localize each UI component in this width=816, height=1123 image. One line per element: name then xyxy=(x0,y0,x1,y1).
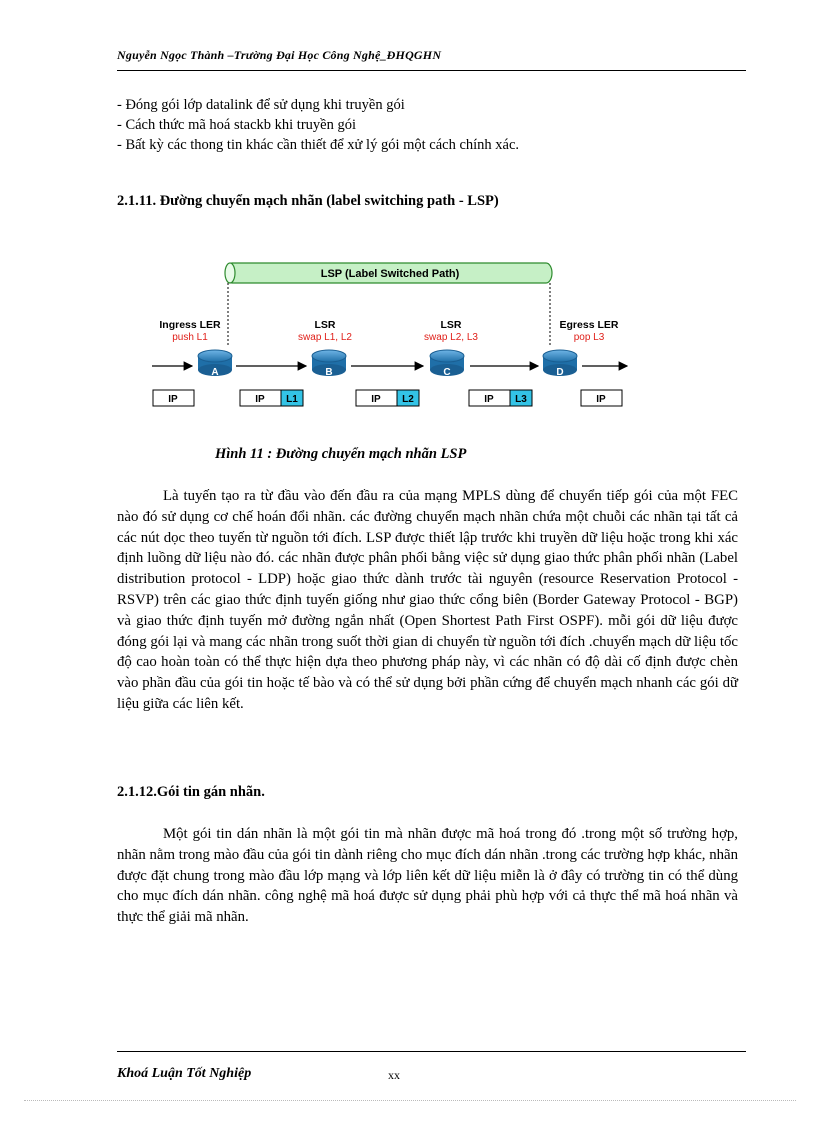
packet-l2 xyxy=(356,390,419,406)
router-id-a: A xyxy=(211,367,219,378)
router-role-d: Egress LER xyxy=(559,319,619,331)
page-header: Nguyễn Ngọc Thành –Trường Đại Học Công Nghệ_ĐHQGHN xyxy=(117,48,442,62)
packet-l1 xyxy=(240,390,303,406)
packet-label-text: L1 xyxy=(286,394,298,405)
router-b-icon xyxy=(312,350,346,378)
packet-l3 xyxy=(469,390,532,406)
lsp-diagram xyxy=(140,258,640,416)
lsp-tube xyxy=(225,263,552,283)
lsp-label: LSP (Label Switched Path) xyxy=(320,268,460,280)
packet-label-text: L3 xyxy=(515,394,527,405)
packet-ip-text: IP xyxy=(484,394,494,405)
packet-ip-only-out xyxy=(581,390,622,406)
packet-ip-text: IP xyxy=(371,394,381,405)
page-number: xx xyxy=(388,1068,400,1082)
router-id-b: B xyxy=(325,367,333,378)
figure-caption: Hình 11 : Đường chuyển mạch nhãn LSP xyxy=(215,446,467,462)
router-id-c: C xyxy=(443,367,451,378)
section-heading-lsp: 2.1.11. Đường chuyển mạch nhãn (label switching path - LSP) xyxy=(117,193,499,209)
packet-ip-text: IP xyxy=(255,394,265,405)
router-role-b: LSR xyxy=(314,319,336,331)
bullet-list xyxy=(117,95,519,155)
router-d-icon xyxy=(543,350,577,378)
router-role-c: LSR xyxy=(440,319,462,331)
labeled-packet-paragraph: Một gói tin dán nhãn là một gói tin mà nhãn được mã hoá trong đó .trong một số trường hợp, nhãn nằm trong mào đầu của gói tin dành riêng cho mục đích dán nhãn .trong các trường hợp khác, nhãn được đặt chung trong mào đầu lớp mạng và lớp liên kết dữ liệu miễn là ở đây có trường tin có thể dùng cho mục đích dán nhãn. công nghệ mã hoá được sử dụng phải phù hợp với cả thực thể mã hoá nhãn và thực thể giải mã nhãn. xyxy=(117,826,738,926)
section-heading-labeled-packet: 2.1.12.Gói tin gán nhãn. xyxy=(117,784,265,800)
router-role-a: Ingress LER xyxy=(159,319,221,331)
bullet-item: - Bất kỳ các thong tin khác cần thiết để xử lý gói một cách chính xác. xyxy=(117,137,520,153)
packet-label-text: L2 xyxy=(402,394,414,405)
router-id-d: D xyxy=(556,367,564,378)
packet-ip-text: IP xyxy=(596,394,606,405)
page-edge-dots xyxy=(24,1100,796,1101)
router-op-a: push L1 xyxy=(172,332,208,343)
router-op-d: pop L3 xyxy=(573,332,605,343)
bullet-item: - Cách thức mã hoá stackb khi truyền gói xyxy=(117,117,356,133)
lsp-paragraph: Là tuyến tạo ra từ đầu vào đến đầu ra của mạng MPLS dùng để chuyển tiếp gói của một FEC nào đó sử dụng cơ chế hoán đổi nhãn. các đường chuyển mạch nhãn chứa một chuỗi các nhãn tại tất cả các nút dọc theo tuyến từ nguồn tới đích. LSP được thiết lập trước khi truyền dữ liệu hoặc trong khi xác định luồng dữ liệu nào đó. các nhãn được phân phối bằng việc sử dụng giao thức phân phối nhãn (Label distribution protocol - LDP) hoặc giao thức dành trước tài nguyên (resource Reservation Protocol - RSVP) trên các giao thức định tuyến giống như giao thức cổng biên (Border Gateway Protocol - BGP) và giao thức định tuyến mở đường ngắn nhất (Open Shortest Path First OSPF). mỗi gói dữ liệu được đóng gói lại và mang các nhãn trong suốt thời gian di chuyển từ nguồn tới đích .chuyển mạch dữ liệu tốc độ cao hoàn toàn có thể thực hiện dựa theo phương pháp này, vì các nhãn có độ dài cố định được chèn vào phần đầu của gói tin hoặc tế bào và có thể sử dụng bởi phần cứng để chuyển mạch nhanh các gói dữ liệu giữa các liên kết. xyxy=(117,488,738,712)
router-c-icon xyxy=(430,350,464,378)
router-op-c: swap L2, L3 xyxy=(424,332,478,343)
router-op-b: swap L1, L2 xyxy=(298,332,352,343)
header-rule xyxy=(117,70,746,71)
packet-ip-only-in xyxy=(153,390,194,406)
packet-ip-text: IP xyxy=(168,394,178,405)
footer-title: Khoá Luận Tốt Nghiệp xyxy=(117,1066,252,1081)
router-a-icon xyxy=(198,350,232,378)
bullet-item: - Đóng gói lớp datalink để sử dụng khi truyền gói xyxy=(117,97,405,113)
footer-rule xyxy=(117,1051,746,1052)
